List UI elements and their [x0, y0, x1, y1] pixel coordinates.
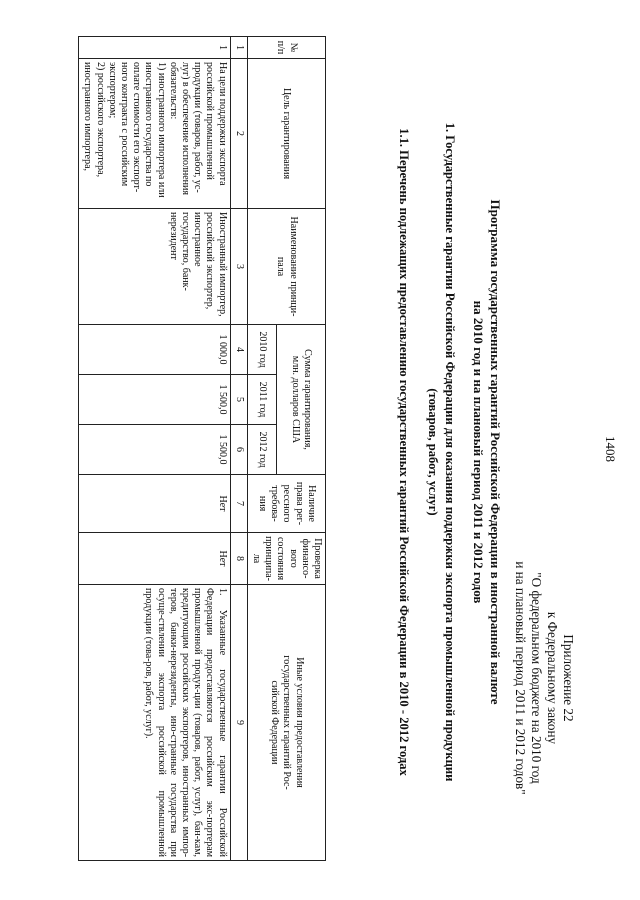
col-number: 7	[230, 475, 247, 533]
annex-line-2: к Федеральному закону	[545, 611, 560, 745]
row-2010: 1 000,0	[79, 325, 230, 375]
header-regress: Наличие права рег- рессного требова- ния	[247, 475, 325, 533]
header-sum-group: Сумма гарантирования, млн. долларов США	[276, 325, 325, 475]
col-number: 2	[230, 59, 247, 209]
row-num: 1	[79, 37, 230, 59]
header-row	[276, 37, 325, 861]
subsection-title: 1.1. Перечень подлежащих предоставлению государственных гарантий Российской Федерации в 2010 - 2012 годах	[397, 128, 411, 776]
header-2010: 2010 год	[247, 325, 276, 375]
section-title	[424, 62, 458, 842]
col-number: 6	[230, 425, 247, 475]
header-2011: 2011 год	[247, 375, 276, 425]
section-title-line-1: 1. Государственные гарантии Российской Федерации для оказания поддержки экспорта промышленной продукции	[443, 122, 457, 782]
header-check: Проверка финансо- вого состояния принципа- ла	[247, 533, 325, 585]
header-other: Иные условия предоставления государственных гарантий Рос- сийской Федерации	[247, 585, 325, 861]
page-number: 1408	[603, 436, 618, 462]
row-2012: 1 500,0	[79, 425, 230, 475]
row-purpose: На цели поддержки экспорта российской промышленной продукции (товаров, работ, ус-луг) в обеспечение исполнения обязательств: 1) иностранного импортера или иностранного государства по оплате стоимости его экспорт-ного контракта с российским экспортером; 2) российского экспортера, иностранного импортера,	[79, 59, 230, 209]
table-row	[79, 37, 230, 861]
annex-line-3: "О федеральном бюджете на 2010 год	[529, 572, 544, 784]
column-number-row	[230, 37, 247, 861]
col-number: 3	[230, 209, 247, 325]
col-number: 4	[230, 325, 247, 375]
header-purpose: Цель гарантирования	[247, 59, 325, 209]
section-title-line-2: (товаров, работ, услуг)	[426, 388, 440, 516]
program-title	[470, 62, 504, 842]
col-number: 9	[230, 585, 247, 861]
row-principal: Иностранный импортер, российский экспортер, иностранное государство, банк-нерезидент	[79, 209, 230, 325]
header-principal: Наименование принци- пала	[247, 209, 325, 325]
row-other: 1. Указанные государственные гарантии Российской Федерации предоставляются российским экс-портерам промышленной продук-ции (товаров, работ, услуг), бан-кам, кредитующим российских экспортеров, иностранных импор-теров, банки-нерезиденты, ино-странные государства при осуще-ствлении экспорта российской промышленной продукции (това-ров, работ, услуг).	[79, 585, 230, 861]
row-2011: 1 500,0	[79, 375, 230, 425]
header-num: № п/п	[247, 37, 325, 59]
program-title-line-1: Программа государственных гарантий Российской Федерации в иностранной валюте	[488, 199, 503, 705]
row-regress: Нет	[79, 475, 230, 533]
col-number: 1	[230, 37, 247, 59]
titles-block	[395, 62, 504, 842]
guarantees-table	[78, 36, 326, 861]
document-page	[42, 22, 622, 882]
col-number: 8	[230, 533, 247, 585]
header-2012: 2012 год	[247, 425, 276, 475]
annex-line-1: Приложение 22	[561, 634, 576, 722]
col-number: 5	[230, 375, 247, 425]
row-check: Нет	[79, 533, 230, 585]
annex-line-4: и на плановый период 2011 и 2012 годов"	[513, 561, 528, 795]
program-title-line-2: на 2010 год и на плановый период 2011 и 2012 годов	[471, 300, 486, 604]
annex-header	[512, 508, 576, 848]
